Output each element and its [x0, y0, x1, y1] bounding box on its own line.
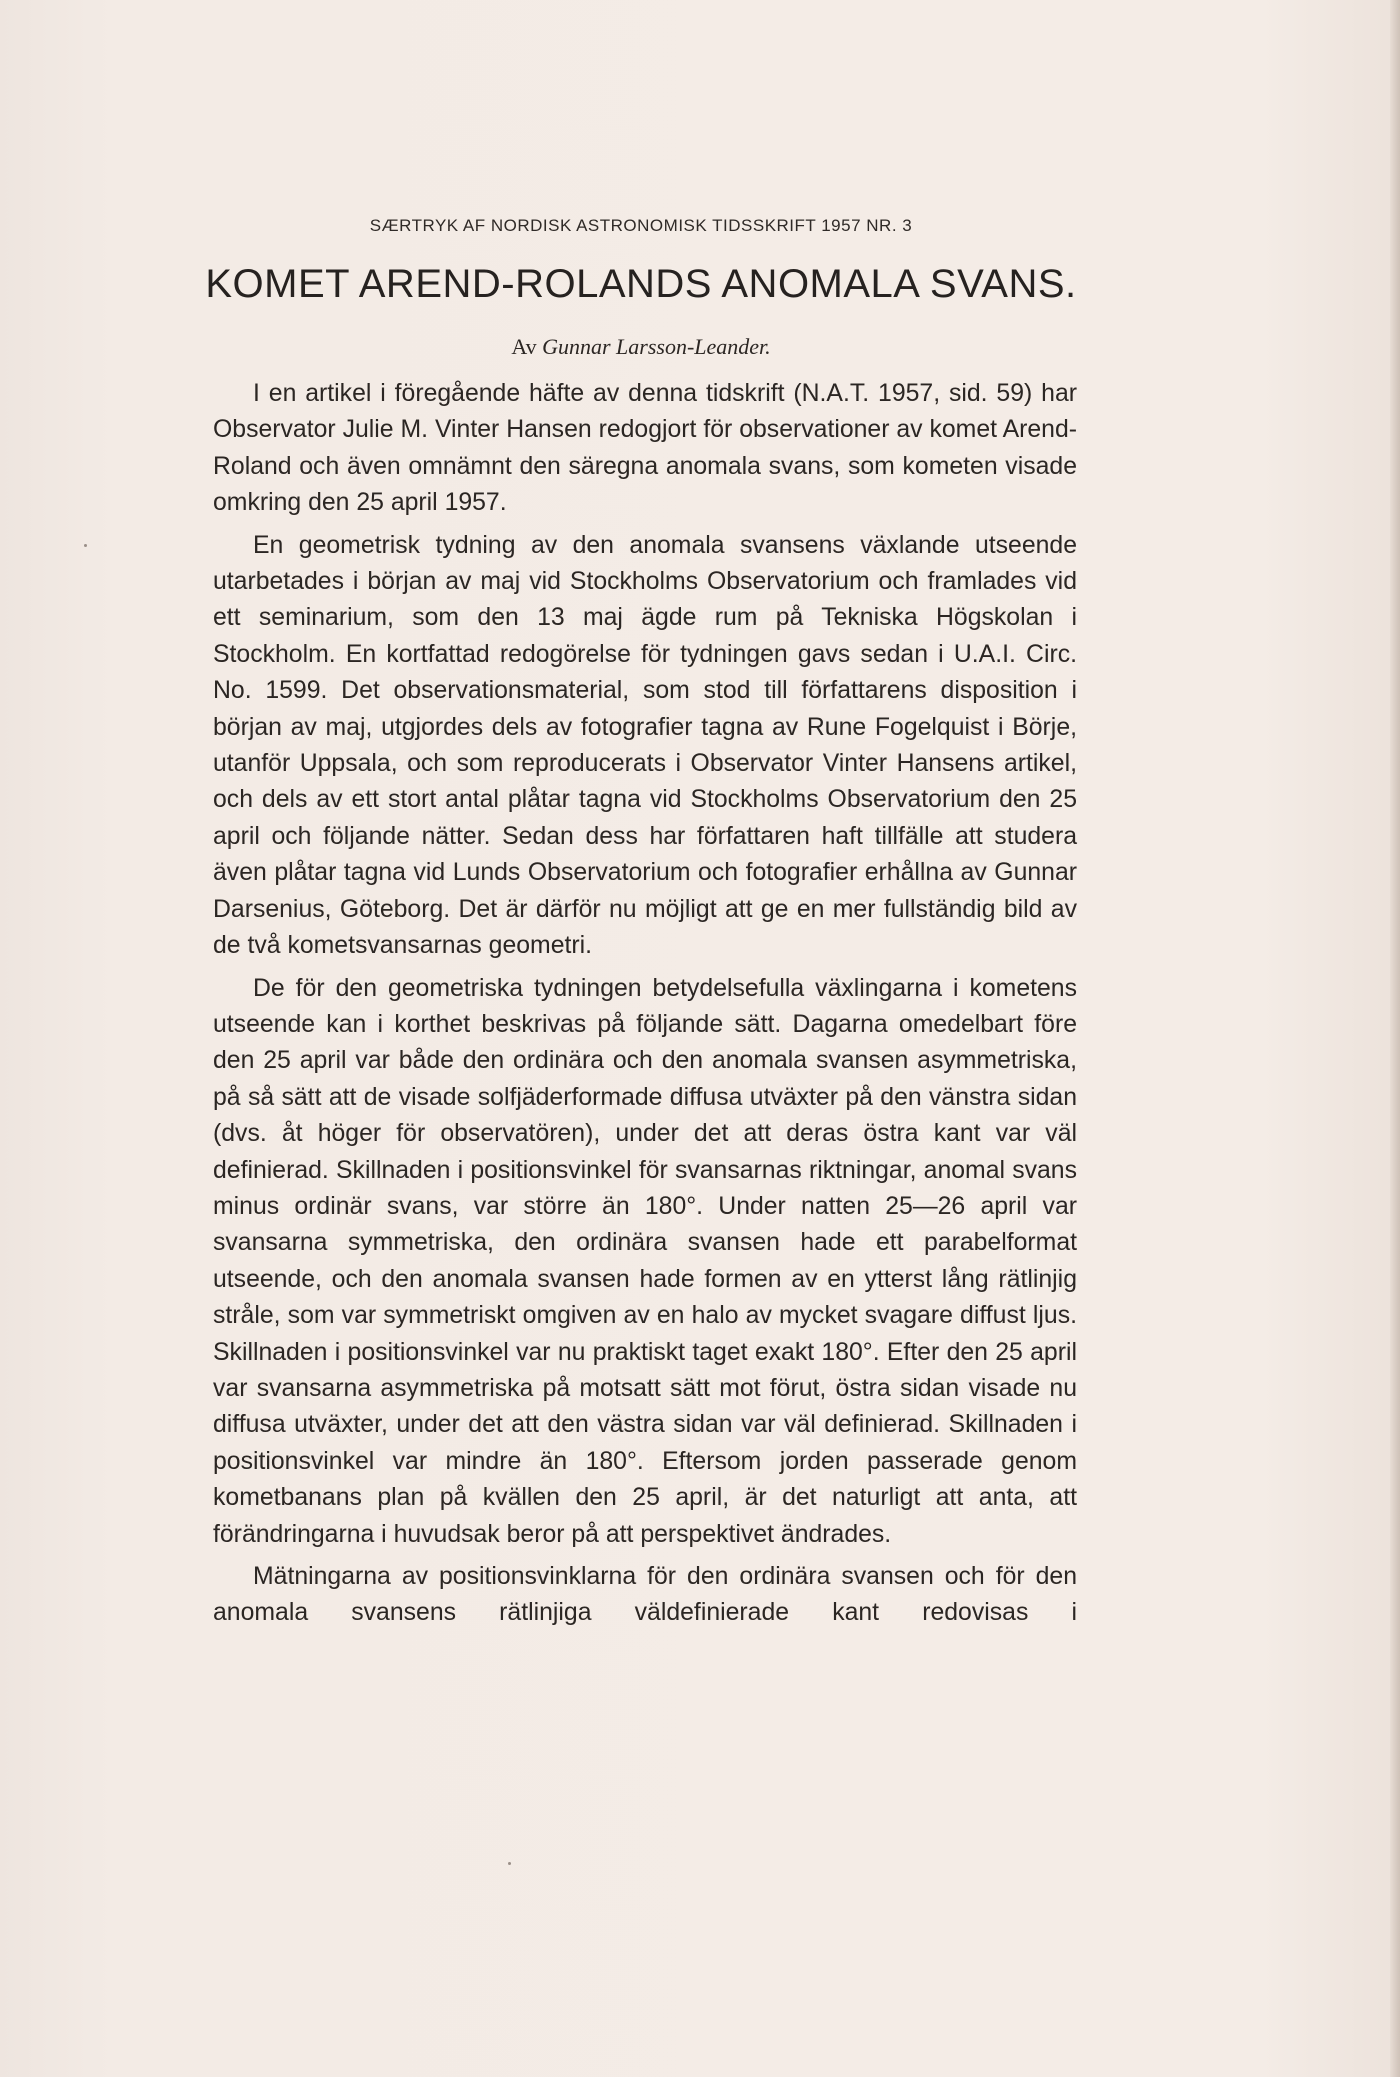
- paragraph-3: De för den geometriska tydningen betydelsefulla växlingarna i kometens utseende kan i korthet beskrivas på följande sätt. Dagarna omedelbart före den 25 april var både den ordinära och den anomala svansen asymmetriska, på så sätt att de visade solfjäderformade diffusa utväxter på den vänstra sidan (dvs. åt höger för observatören), under det att deras östra kant var väl definierad. Skillnaden i positionsvinkel för svansarnas riktningar, anomal svans minus ordinär svans, var större än 180°. Under natten 25—26 april var svansarna symmetriska, den ordinära svansen hade ett parabelformat utseende, och den anomala svansen hade formen av en ytterst lång rätlinjig stråle, som var symmetriskt omgiven av en halo av mycket svagare diffust ljus. Skillnaden i positionsvinkel var nu praktiskt taget exakt 180°. Efter den 25 april var svansarna asymmetriska på motsatt sätt mot förut, östra sidan visade nu diffusa utväxter, under det att den västra sidan var väl definierad. Skillnaden i positionsvinkel var mindre än 180°. Eftersom jorden passerade genom kometbanans plan på kvällen den 25 april, är det naturligt att anta, att förändringarna i huvudsak beror på att perspektivet ändrades.: [213, 974, 1077, 1548]
- author-name: Gunnar Larsson-Leander.: [542, 334, 771, 359]
- article-title: KOMET AREND-ROLANDS ANOMALA SVANS.: [205, 262, 1077, 306]
- article-body: [213, 376, 1077, 1638]
- byline: [0, 334, 1282, 360]
- paragraph-1: I en artikel i föregående häfte av denna tidskrift (N.A.T. 1957, sid. 59) har Observator Julie M. Vinter Hansen redogjort för observationer av komet Arend-Roland och även omnämnt den säregna anomala svans, som kometen visade omkring den 25 april 1957.: [213, 380, 1077, 517]
- offprint-header: SÆRTRYK AF NORDISK ASTRONOMISK TIDSSKRIFT 1957 NR. 3: [369, 216, 913, 235]
- paragraph-4: Mätningarna av positionsvinklarna för den ordinära svansen och för den anomala svansens rätlinjiga väldefinierade kant redovisas i: [213, 1563, 1077, 1627]
- paper-speck: [508, 1862, 511, 1865]
- byline-prefix: Av: [511, 334, 537, 359]
- paragraph-2: En geometrisk tydning av den anomala svansens växlande utseende utarbetades i början av maj vid Stockholms Observatorium och framlades vid ett seminarium, som den 13 maj ägde rum på Tekniska Högskolan i Stockholm. En kortfattad redogörelse för tydningen gavs sedan i U.A.I. Circ. No. 1599. Det observationsmaterial, som stod till författarens disposition i början av maj, utgjordes dels av fotografier tagna av Rune Fogelquist i Börje, utanför Uppsala, och som reproducerats i Observator Vinter Hansens artikel, och dels av ett stort antal plåtar tagna vid Stockholms Observatorium den 25 april och följande nätter. Sedan dess har författaren haft tillfälle att studera även plåtar tagna vid Lunds Observatorium och fotografier erhållna av Gunnar Darsenius, Göteborg. Det är därför nu möjligt att ge en mer fullständig bild av de två kometsvansarnas geometri.: [213, 531, 1077, 960]
- page-edge: [1390, 0, 1400, 2077]
- paper-speck: [84, 544, 87, 547]
